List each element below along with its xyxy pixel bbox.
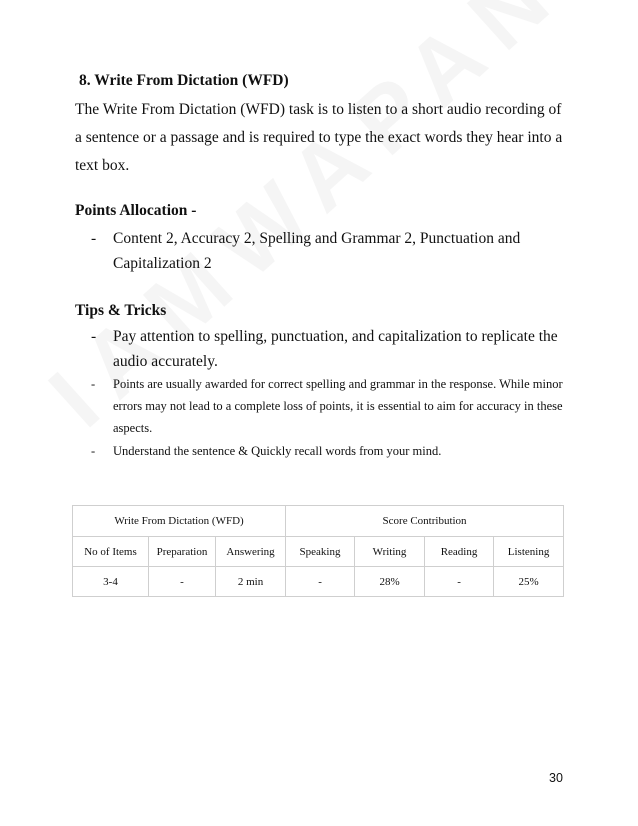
bullet-dash: - — [91, 230, 97, 247]
cell-answering: 2 min — [216, 567, 286, 597]
tip-item-2 — [91, 373, 571, 439]
page-number: 30 — [549, 771, 563, 785]
points-allocation-item — [91, 226, 571, 276]
cell-listening: 25% — [494, 567, 564, 597]
header-answering: Answering — [216, 537, 286, 567]
group-header-task: Write From Dictation (WFD) — [73, 506, 286, 537]
cell-reading: - — [425, 567, 494, 597]
header-speaking: Speaking — [286, 537, 355, 567]
section-heading: 8. Write From Dictation (WFD) — [79, 72, 289, 89]
group-header-score: Score Contribution — [286, 506, 564, 537]
tip-text-1: Pay attention to spelling, punctuation, and capitalization to replicate the audio accurately. — [113, 328, 558, 370]
points-allocation-text: Content 2, Accuracy 2, Spelling and Grammar 2, Punctuation and Capitalization 2 — [113, 230, 521, 272]
tip-text-3: Understand the sentence & Quickly recall words from your mind. — [113, 444, 442, 458]
section-description: The Write From Dictation (WFD) task is to listen to a short audio recording of a sentence or a passage and is required to type the exact words they hear into a text box. — [75, 101, 563, 174]
header-reading: Reading — [425, 537, 494, 567]
cell-writing: 28% — [355, 567, 425, 597]
cell-no-of-items: 3-4 — [73, 567, 149, 597]
score-table — [72, 505, 564, 597]
cell-preparation: - — [149, 567, 216, 597]
header-preparation: Preparation — [149, 537, 216, 567]
tips-title: Tips & Tricks — [75, 302, 167, 319]
tip-text-2: Points are usually awarded for correct spelling and grammar in the response. While minor errors may not lead to a complete loss of points, it is essential to aim for accuracy in these aspects. — [113, 377, 563, 435]
cell-speaking: - — [286, 567, 355, 597]
table-header-row — [73, 537, 564, 567]
header-listening: Listening — [494, 537, 564, 567]
header-writing: Writing — [355, 537, 425, 567]
table-group-row — [73, 506, 564, 537]
header-no-of-items: No of Items — [73, 537, 149, 567]
bullet-dash: - — [91, 377, 96, 391]
bullet-dash: - — [91, 328, 97, 345]
tip-item-1 — [91, 324, 571, 374]
table-row — [73, 567, 564, 597]
tip-item-3 — [91, 440, 571, 462]
points-allocation-title: Points Allocation - — [75, 202, 197, 219]
bullet-dash: - — [91, 444, 96, 458]
